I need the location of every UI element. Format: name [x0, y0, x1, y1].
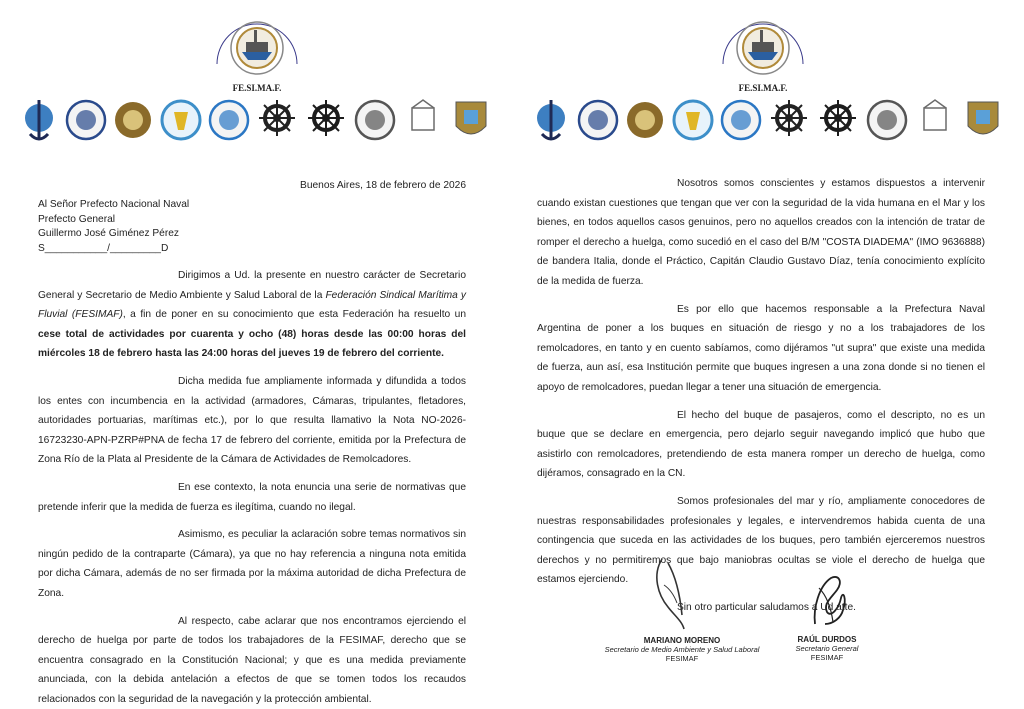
letter-body-left — [38, 266, 466, 709]
addressee-line: Al Señor Prefecto Nacional Naval — [38, 198, 466, 213]
shield-emblem-icon — [962, 96, 1004, 146]
letter-body-right — [537, 174, 985, 617]
fesimaf-logo — [202, 12, 312, 94]
wheel-emblem-icon — [305, 96, 347, 146]
building-emblem-icon — [914, 96, 956, 146]
signature-block-moreno — [592, 555, 772, 663]
wheel-emblem-icon — [817, 96, 859, 146]
signature-block-durdos — [767, 568, 887, 662]
propeller-emblem-icon — [672, 96, 714, 146]
paragraph: Asimismo, es peculiar la aclaración sobre temas normativos sin ningún pedido de la contraparte (Cámara), ya que no hay referencia a ninguna nota emitida por dicha Cámara, además de no ser firmada por la máxima autoridad de dicha Prefectura de Zona. — [38, 525, 466, 603]
paragraph: Dirigimos a Ud. la presente en nuestro carácter de Secretario General y Secretario de Medio Ambiente y Salud Laboral de la Federación Sindical Marítima y Fluvial (FESIMAF), a fin de poner en su conocimiento que esta Federación ha resuelto un cese total de actividades por cuarenta y ocho (48) horas desde las 00:00 horas del miércoles 18 de febrero hasta las 24:00 horas del jueves 19 de febrero del corriente. — [38, 266, 466, 364]
signer-name: RAÚL DURDOS — [767, 635, 887, 644]
addressee-line: Guillermo José Giménez Pérez — [38, 227, 466, 242]
handwritten-signature-icon — [622, 555, 742, 631]
signer-org: FESIMAF — [592, 654, 772, 663]
fesimaf-logo-icon — [708, 12, 818, 84]
fesimaf-logo — [708, 12, 818, 94]
addressee-block — [38, 198, 466, 256]
signer-name: MARIANO MORENO — [592, 636, 772, 645]
gear-emblem-icon — [112, 96, 154, 146]
anchor-emblem-icon — [18, 96, 60, 146]
paragraph: Es por ello que hacemos responsable a la Prefectura Naval Argentina de poner a los buques en situación de riesgo y no a los trabajadores de los remolcadores, en tanto y en cuento sabíamos, como dijéramos "ut supra" que existe una medida de fuerza, aun así, esa Institución permite que buques ingresen a una zona donde si no tienen el apoyo de remolcadores, puedan llegar a tener una situación de emergencia. — [537, 300, 985, 398]
handwritten-signature-icon — [797, 568, 857, 630]
capitanes-emblem-icon — [65, 96, 107, 146]
gear-emblem-icon — [624, 96, 666, 146]
logo-label: FE.SI.MA.F. — [708, 83, 818, 93]
paragraph: El hecho del buque de pasajeros, como el descripto, no es un buque que se declare en emergencia, pero dejarlo seguir navegando implicó que hubo que asistirlo con remolcadores, pretendiendo de esta manera romper un derecho de huelga, como dijéramos, consagrado en la CN. — [537, 406, 985, 484]
signer-org: FESIMAF — [767, 653, 887, 662]
paragraph: Al respecto, cabe aclarar que nos encontramos ejerciendo el derecho de huelga por parte de todos los trabajadores de la FESIMAF, derecho que se encuentra consagrado en la Constitución Nacional; y que es una medida previamente anunciada, con la debida antelación a efectos de que se tomen todos los recaudos relacionados con la seguridad de la navegación y la protección ambiental. — [38, 612, 466, 709]
ship-wheel-emblem-icon — [866, 96, 908, 146]
addressee-line: Prefecto General — [38, 213, 466, 228]
closing-line: Sin otro particular saludamos a Ud atte. — [537, 598, 985, 618]
ship-wheel-emblem-icon — [354, 96, 396, 146]
letter-page-2 — [512, 0, 1024, 686]
capitanes-emblem-icon — [577, 96, 619, 146]
letter-page-1 — [0, 0, 512, 686]
building-emblem-icon — [402, 96, 444, 146]
date-line: Buenos Aires, 18 de febrero de 2026 — [38, 176, 466, 196]
ship-emblem-icon — [720, 96, 762, 146]
letter-date — [38, 176, 466, 196]
ship-emblem-icon — [208, 96, 250, 146]
paragraph: Somos profesionales del mar y río, ampliamente conocedores de nuestras responsabilidades profesionales y legales, e intervendremos habida cuenta de una contingencia que suceda en las actividades de los buques, pero también ejerceremos nuestros derechos y no permitiremos que bajo maniobras ocultas se viole el derecho de huelga que estamos ejerciendo. — [537, 492, 985, 590]
paragraph: Dicha medida fue ampliamente informada y difundida a todos los entes con incumbencia en la actividad (armadores, Cámaras, tripulantes, fletadores, autoridades portuarias, marítimas etc.), por lo que resulta llamativo la Nota NO-2026-16723230-APN-PZRP#PNA de fecha 17 de febrero del corriente, emitida por la Prefectura de Zona Río de la Plata al Presidente de la Cámara de Actividades de Remolcadores. — [38, 372, 466, 470]
paragraph: En ese contexto, la nota enuncia una serie de normativas que pretende inferir que la medida de fuerza es ilegítima, cuando no ilegal. — [38, 478, 466, 517]
emblem-row — [530, 96, 1010, 152]
signer-role: Secretario General — [767, 644, 887, 653]
helm-emblem-icon — [256, 96, 298, 146]
emblem-row — [18, 96, 498, 152]
fesimaf-logo-icon — [202, 12, 312, 84]
anchor-emblem-icon — [530, 96, 572, 146]
helm-emblem-icon — [768, 96, 810, 146]
logo-label: FE.SI.MA.F. — [202, 83, 312, 93]
shield-emblem-icon — [450, 96, 492, 146]
signer-role: Secretario de Medio Ambiente y Salud Laboral — [592, 645, 772, 654]
propeller-emblem-icon — [160, 96, 202, 146]
addressee-line: S___________/_________D — [38, 242, 466, 257]
paragraph: Nosotros somos conscientes y estamos dispuestos a intervenir cuando existan cuestiones que tengan que ver con la seguridad de la vida humana en el Mar y los bienes, en todos aquellos casos genuinos, pero no aquellos creados con la intención de tratar de romper el derecho a huelga, como sucedió en el caso del B/M "COSTA DIADEMA" (IMO 9636888) de bandera Italia, donde el Práctico, Capitán Claudio Gustavo Díaz, tenía conocimiento explícito de la medida de fuerza. — [537, 174, 985, 292]
